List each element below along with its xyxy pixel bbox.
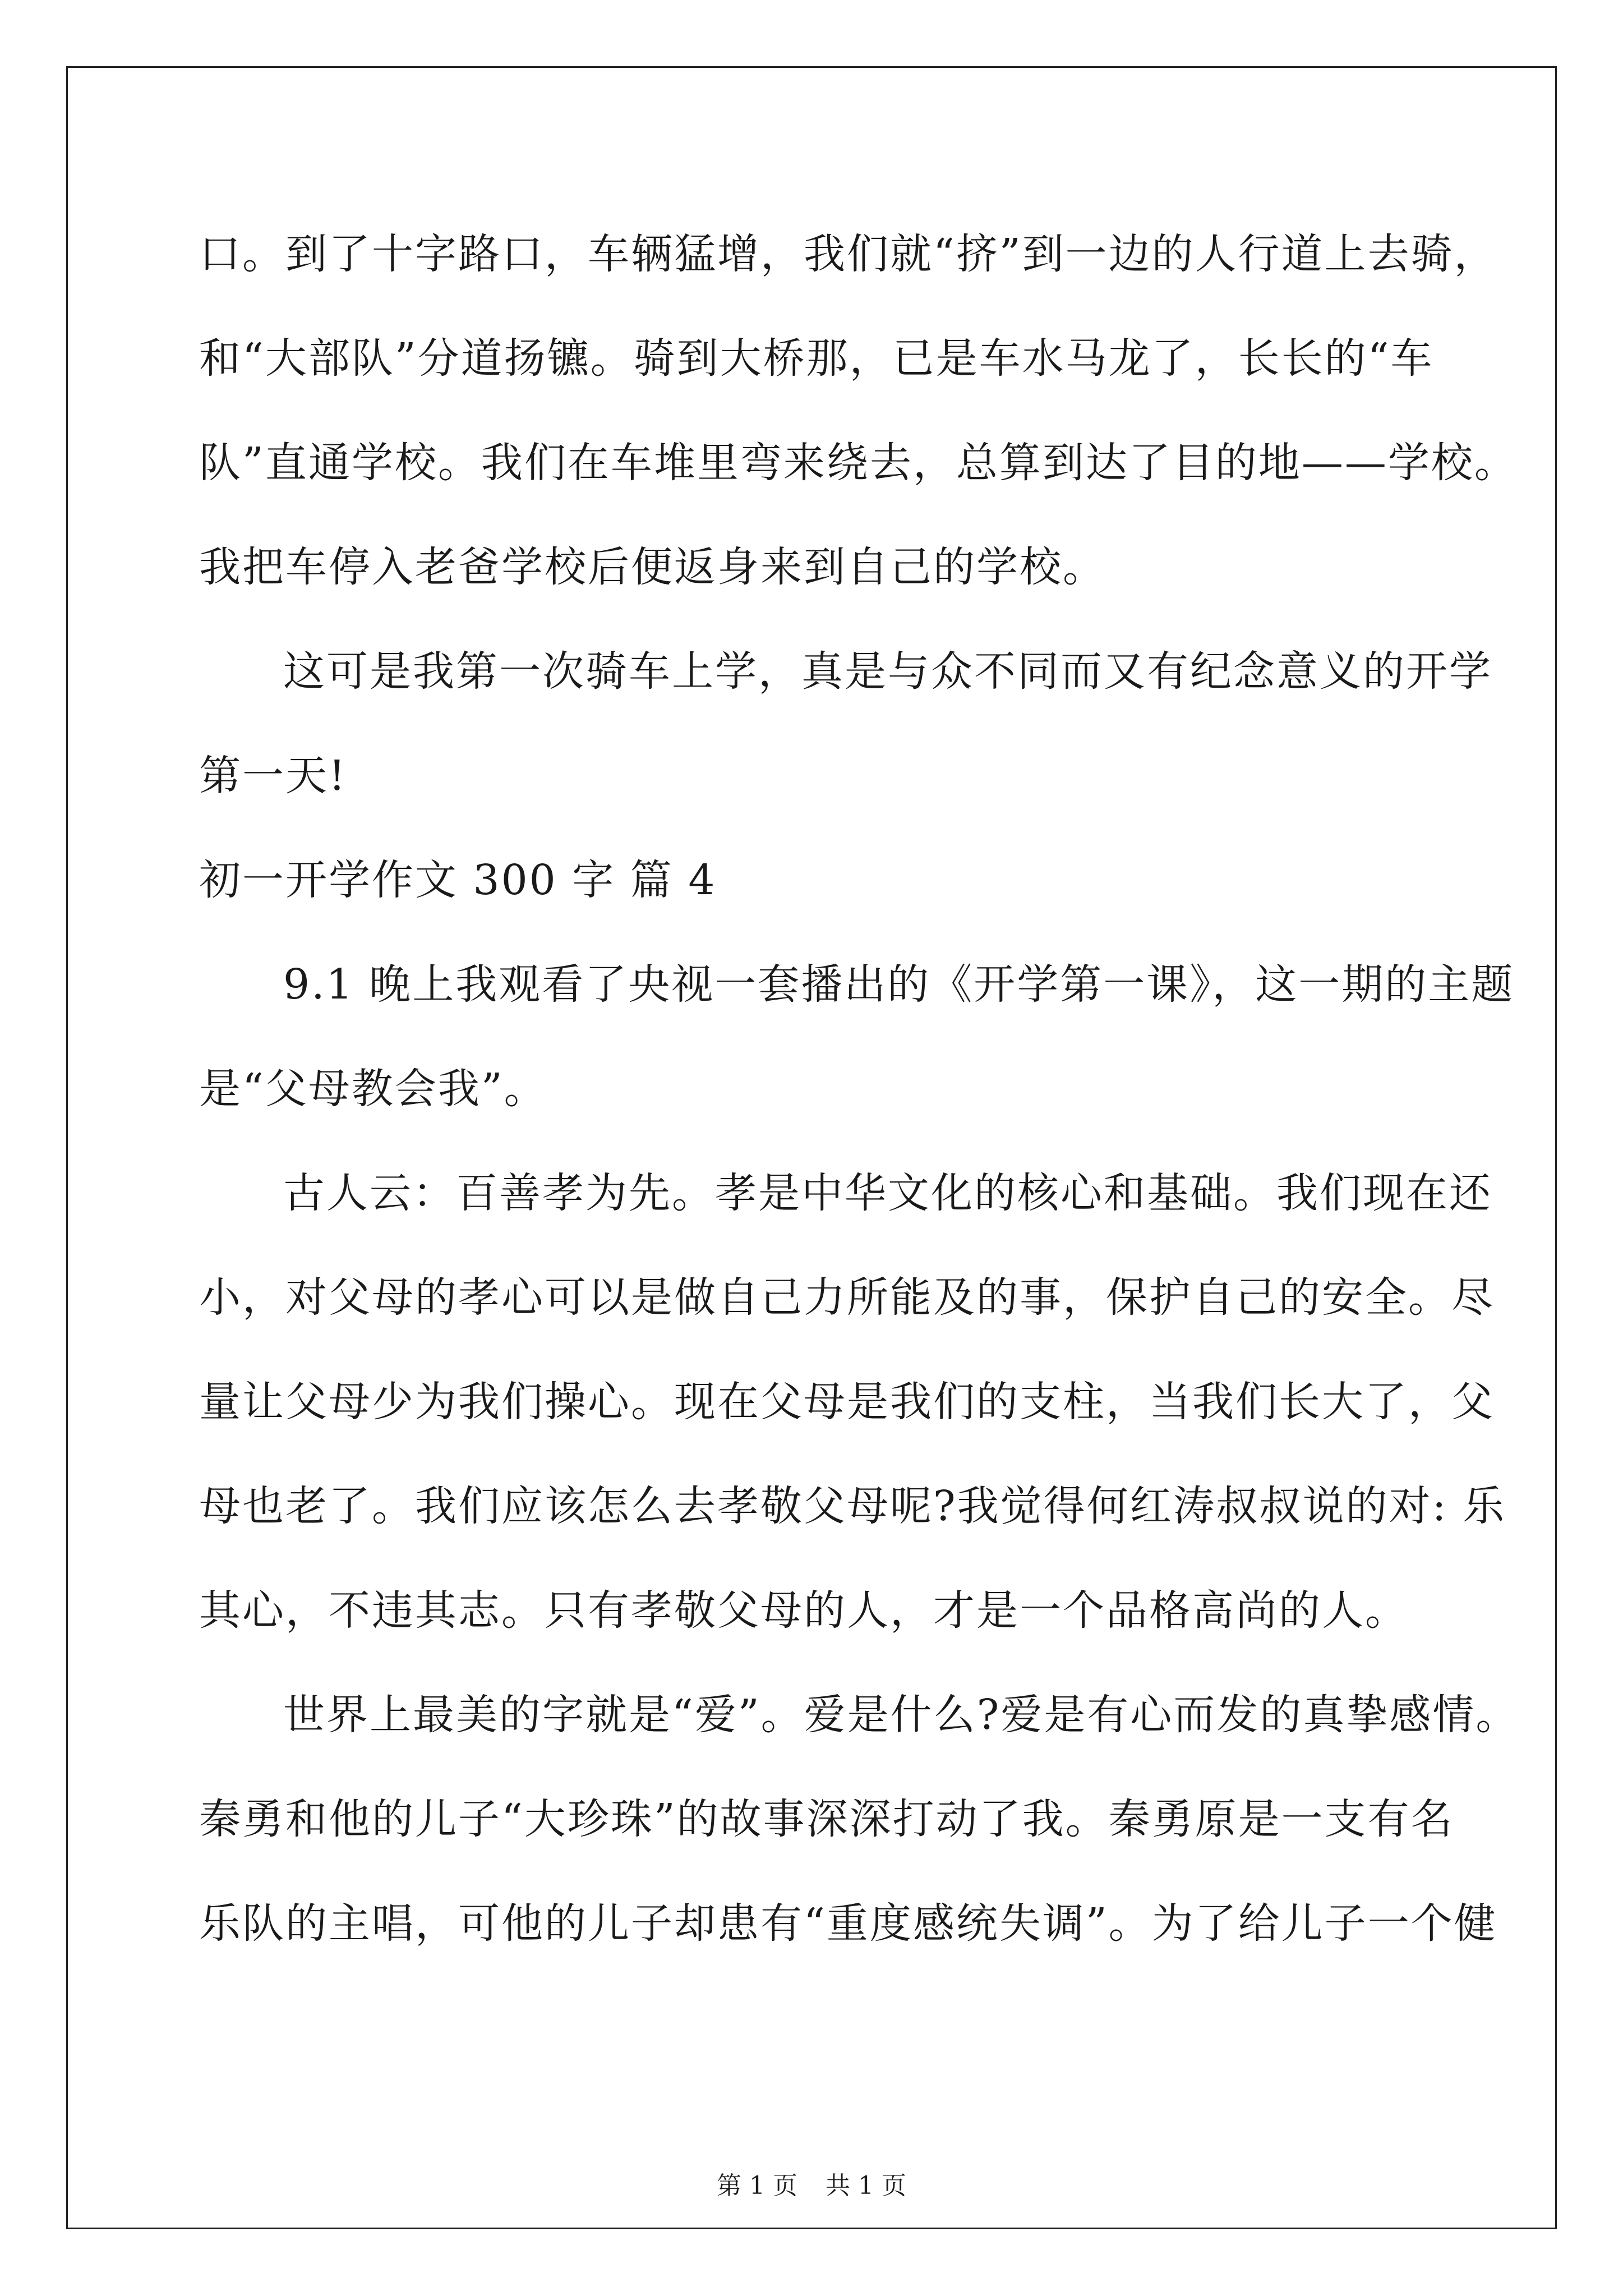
text-line-15: 世界上最美的字就是“爱”。爱是什么?爱是有心而发的真挚感情。 [283,1691,1519,1739]
page-footer [0,2165,1623,2201]
text-line-9: 是“父母教会我”。 [199,1065,547,1113]
text-line-17: 乐队的主唱，可他的儿子却患有“重度感统失调”。为了给儿子一个健 [199,1899,1497,1948]
text-line-3: 队”直通学校。我们在车堆里弯来绕去，总算到达了目的地——学校。 [199,439,1518,487]
page-total: 共 1 页 [826,2171,906,2200]
text-line-12: 量让父母少为我们操心。现在父母是我们的支柱，当我们长大了，父 [199,1378,1495,1426]
text-line-11: 小，对父母的孝心可以是做自己力所能及的事，保护自己的安全。尽 [199,1273,1495,1322]
text-line-4: 我把车停入老爸学校后便返身来到自己的学校。 [199,543,1106,591]
text-line-2: 和“大部队”分道扬镳。骑到大桥那，已是车水马龙了，长长的“车 [199,334,1434,383]
text-line-6: 第一天! [199,752,347,800]
section-heading: 初一开学作文 300 字 篇 4 [199,856,717,904]
document-body [199,202,1519,1976]
text-line-1: 口。到了十字路口，车辆猛增，我们就“挤”到一边的人行道上去骑， [199,230,1497,278]
text-line-14: 其心，不违其志。只有孝敬父母的人，才是一个品格高尚的人。 [199,1586,1408,1635]
text-line-10: 古人云：百善孝为先。孝是中华文化的核心和基础。我们现在还 [283,1169,1492,1217]
text-line-13: 母也老了。我们应该怎么去孝敬父母呢?我觉得何红涛叔叔说的对: 乐 [199,1482,1506,1530]
text-line-5: 这可是我第一次骑车上学，真是与众不同而又有纪念意义的开学 [283,647,1492,696]
page-number: 第 1 页 [717,2171,797,2200]
text-line-8: 9.1 晚上我观看了央视一套播出的《开学第一课》，这一期的主题 [283,960,1515,1009]
text-line-16: 秦勇和他的儿子“大珍珠”的故事深深打动了我。秦勇原是一支有名 [199,1795,1454,1843]
